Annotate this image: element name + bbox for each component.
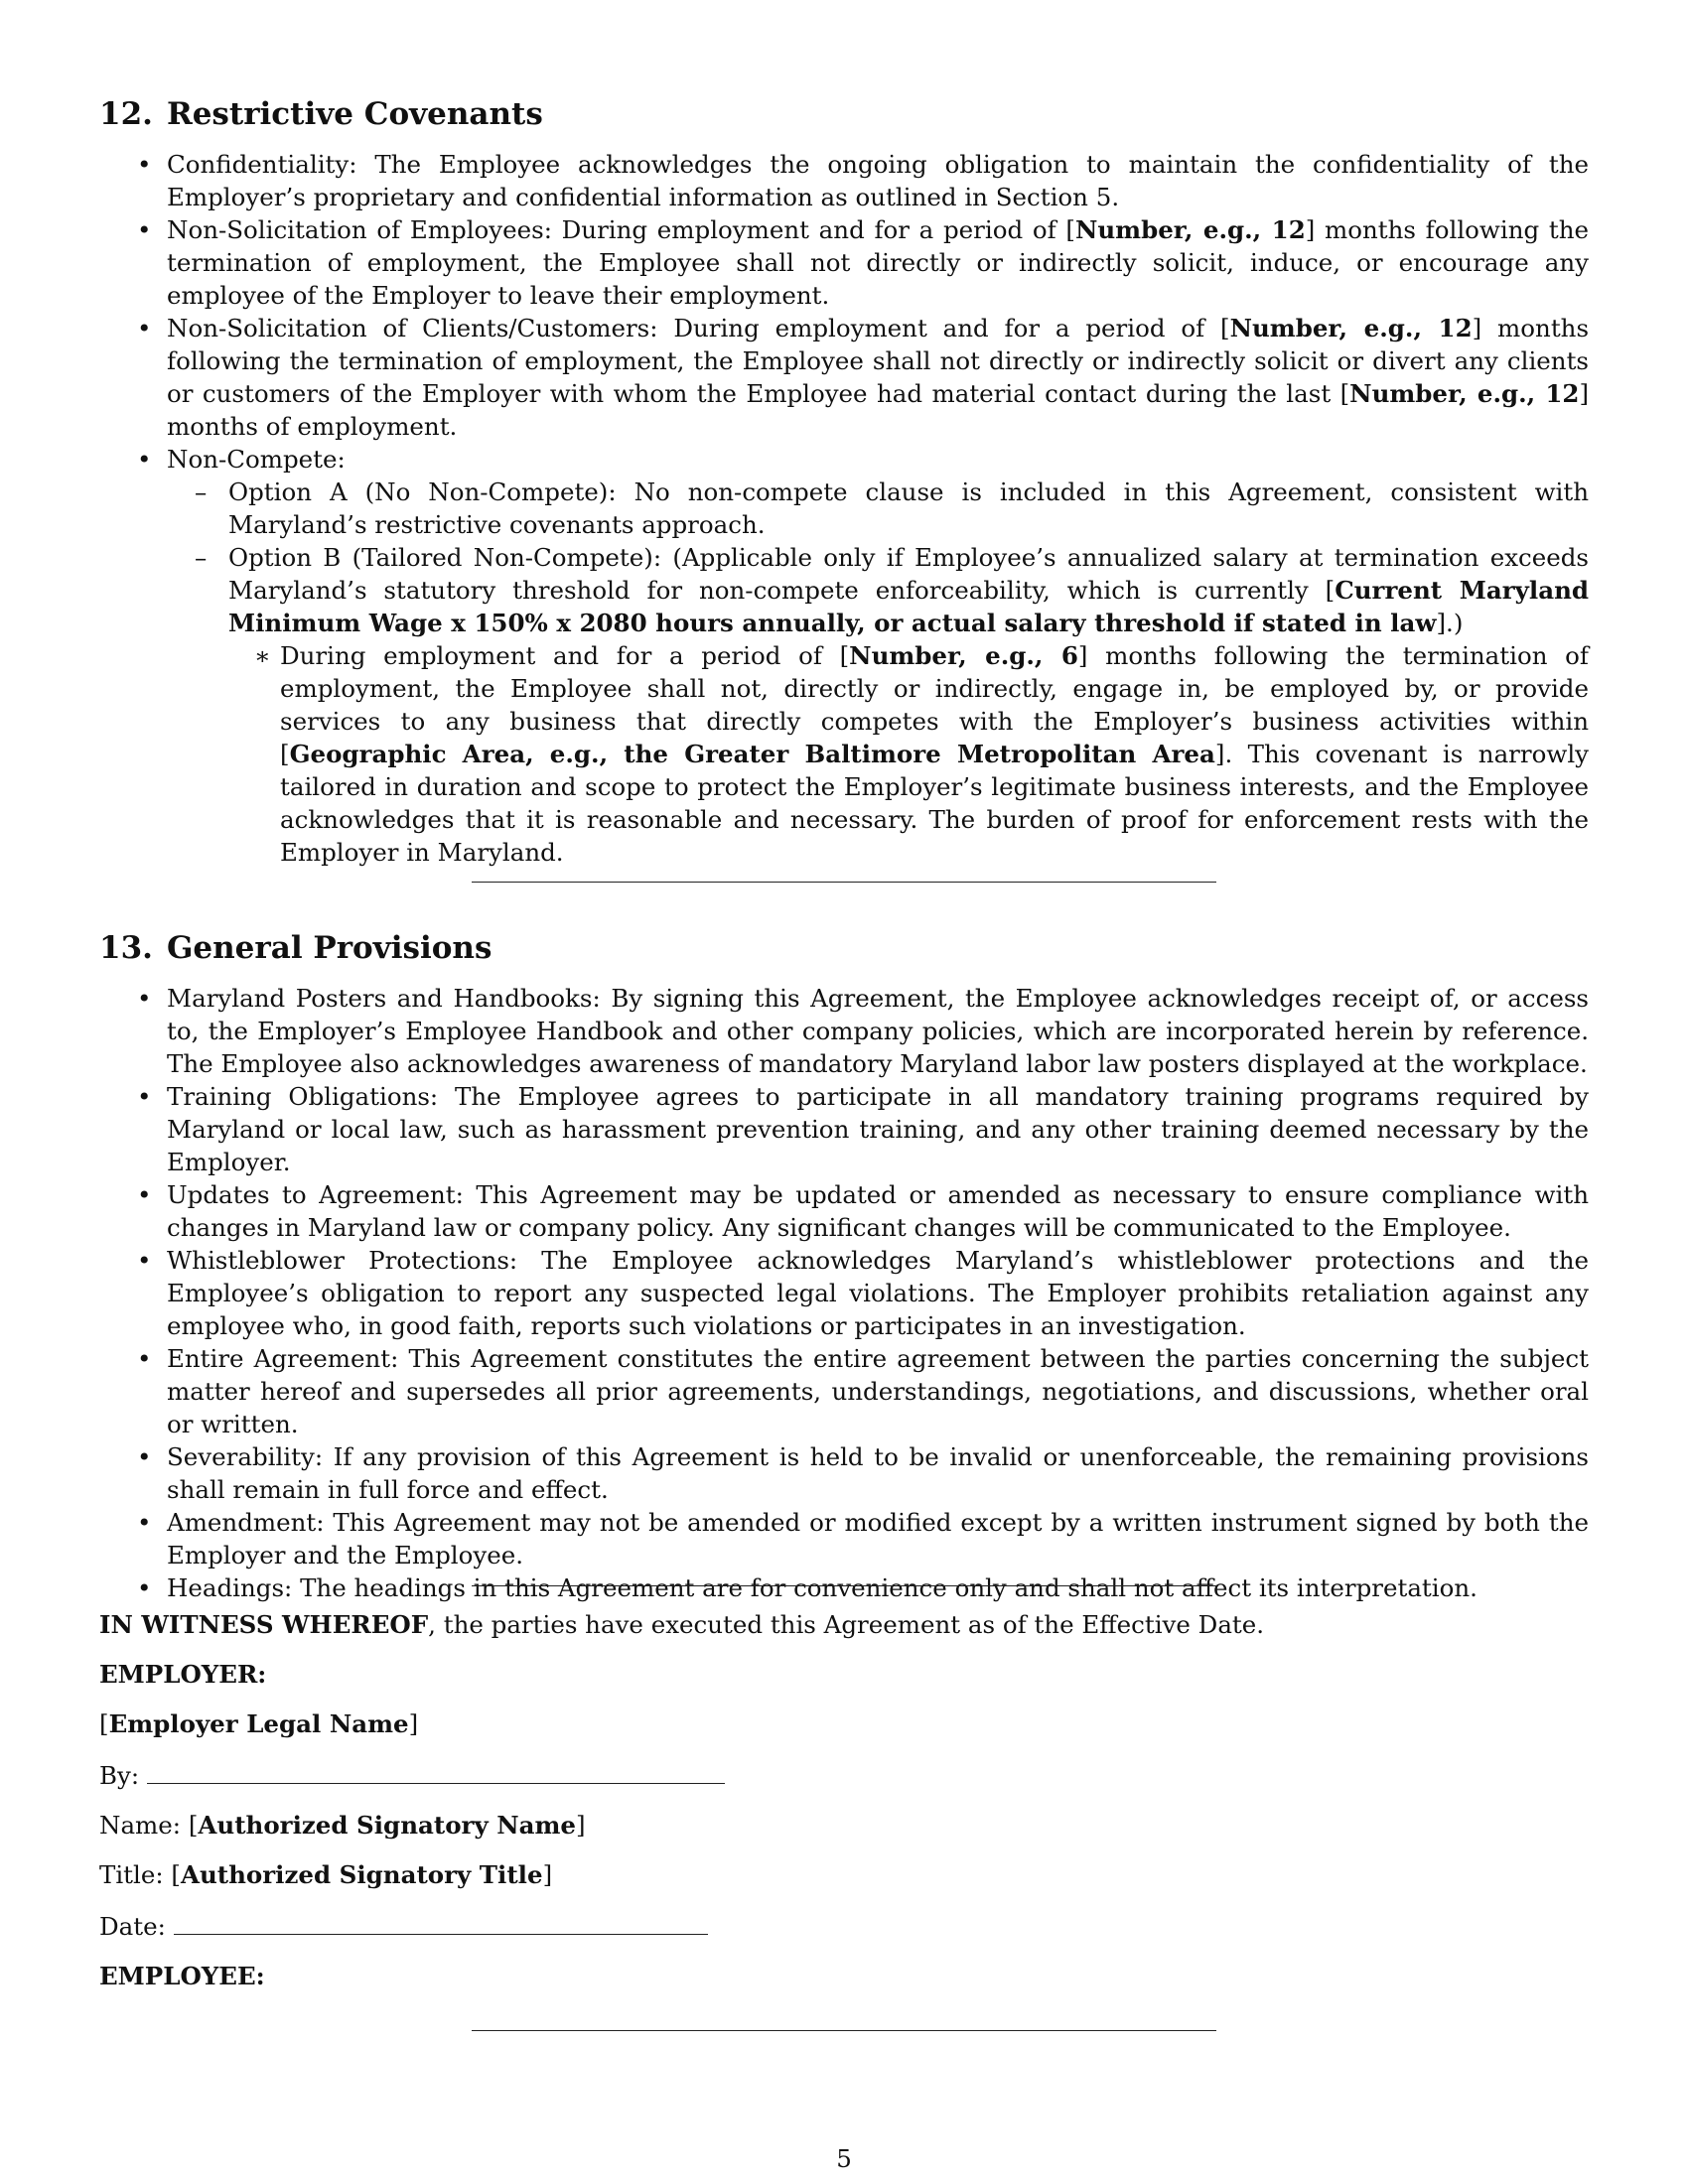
name-line: Name: [Authorized Signatory Name] xyxy=(99,1811,586,1840)
item-text: Option B (Tailored Non-Compete): (Applicable only if Employee’s annualized salary at termination exceeds Maryland’s statutory threshold for non-compete enforceability, which is currently [ xyxy=(228,543,1589,605)
list-item: • Amendment: This Agreement may not be amended or modified except by a written instrument signed by both the Employer and the Employee. xyxy=(99,1506,1589,1571)
employer-heading xyxy=(99,1658,1589,1691)
item-text: Confidentiality: The Employee acknowledges the ongoing obligation to maintain the confidentiality of the Employer’s proprietary and confidential information as outlined in Section 5. xyxy=(167,150,1589,211)
employee-heading-text: EMPLOYEE: xyxy=(99,1962,265,1990)
section-title: Restrictive Covenants xyxy=(166,96,543,132)
item-text: Non-Solicitation of Employees: During employment and for a period of [ xyxy=(167,215,1075,244)
list-item xyxy=(99,312,1589,443)
title-line: Title: [Authorized Signatory Title] xyxy=(99,1860,553,1889)
placeholder-field: Number, e.g., 12 xyxy=(1074,215,1306,244)
date-line xyxy=(99,1908,1589,1943)
title-label: Title: xyxy=(99,1860,164,1889)
item-text: ] months of employment. xyxy=(167,379,1590,441)
item-text: ]. This covenant is narrowly tailored in duration and scope to protect the Employer’s legitimate business interests, and the Employee acknowledges that it is reasonable and necessary. The burden of proof for enforcement rests with the Employer in Maryland. xyxy=(280,740,1589,867)
list-item xyxy=(99,148,1589,213)
bullet-list xyxy=(99,982,1589,1604)
item-text: ] months following the termination of employment, the Employee shall not directly or indirectly solicit, induce, or encourage any employee of the Employer to leave their employment. xyxy=(167,215,1590,310)
horizontal-divider xyxy=(472,1585,1216,1586)
placeholder-field: Authorized Signatory Name xyxy=(198,1811,576,1840)
name-label: Name: xyxy=(99,1811,182,1840)
horizontal-divider xyxy=(472,882,1216,883)
list-item xyxy=(228,639,1589,869)
list-item: • Training Obligations: The Employee agrees to participate in all mandatory training programs required by Maryland or local law, such as harassment prevention training, and any other training deemed necessary by the Employer. xyxy=(99,1080,1589,1178)
list-item: • Maryland Posters and Handbooks: By signing this Agreement, the Employee acknowledges receipt of, or access to, the Employer’s Employee Handbook and other company policies, which are incorporated herein by reference. The Employee also acknowledges awareness of mandatory Maryland labor law posters displayed at the workplace. xyxy=(99,982,1589,1080)
item-text: Option A (No Non-Compete): No non-compete clause is included in this Agreement, consistent with Maryland’s restrictive covenants approach. xyxy=(228,478,1589,539)
list-item: • Whistleblower Protections: The Employee acknowledges Maryland’s whistleblower protections and the Employee’s obligation to report any suspected legal violations. The Employer prohibits retaliation against any employee who, in good faith, reports such violations or participates in an investigation. xyxy=(99,1244,1589,1342)
witness-statement xyxy=(99,1608,1589,1641)
list-item xyxy=(99,443,1589,869)
section-heading xyxy=(99,928,1589,968)
by-label: By: xyxy=(99,1761,140,1790)
placeholder-field: Authorized Signatory Title xyxy=(180,1860,543,1889)
list-item xyxy=(167,476,1589,541)
list-item: • Entire Agreement: This Agreement constitutes the entire agreement between the parties concerning the subject matter hereof and supersedes all prior agreements, understandings, negotiations, and discussions, whether oral or written. xyxy=(99,1342,1589,1440)
sub-list xyxy=(167,476,1589,869)
signature-line[interactable] xyxy=(147,1757,725,1784)
signature-block xyxy=(99,1608,1589,2009)
placeholder-field: Geographic Area, e.g., the Greater Baltimore Metropolitan Area xyxy=(289,740,1215,768)
employee-heading xyxy=(99,1960,1589,1992)
placeholder-field: Current Maryland Minimum Wage x 150% x 2080 hours annually, or actual salary threshold if stated in law xyxy=(228,576,1590,637)
list-item xyxy=(99,213,1589,312)
list-item: • Severability: If any provision of this Agreement is held to be invalid or unenforceable, the remaining provisions shall remain in full force and effect. xyxy=(99,1440,1589,1506)
section-number: 13. xyxy=(99,930,153,966)
list-item: • Headings: The headings in this Agreement are for convenience only and shall not affect its interpretation. xyxy=(99,1571,1589,1604)
section-13 xyxy=(99,928,1589,1604)
horizontal-divider xyxy=(472,2030,1216,2031)
list-item: • Updates to Agreement: This Agreement may be updated or amended as necessary to ensure compliance with changes in Maryland law or company policy. Any significant changes will be communicated to the Employee. xyxy=(99,1178,1589,1244)
placeholder-field: Number, e.g., 6 xyxy=(849,641,1078,670)
page-number: 5 xyxy=(836,2144,852,2173)
employer-legal-name: [Employer Legal Name] xyxy=(99,1709,419,1738)
item-text: ].) xyxy=(1436,609,1464,637)
section-title: General Provisions xyxy=(166,930,492,966)
placeholder-field: Number, e.g., 12 xyxy=(1349,379,1580,408)
placeholder-field: Number, e.g., 12 xyxy=(1229,314,1473,342)
item-text: Non-Compete: xyxy=(167,445,346,474)
employer-heading-text: EMPLOYER: xyxy=(99,1660,267,1689)
section-heading xyxy=(99,94,1589,134)
section-12 xyxy=(99,94,1589,869)
witness-text: , the parties have executed this Agreement as of the Effective Date. xyxy=(428,1610,1265,1639)
item-text: ] months following the termination of employment, the Employee shall not directly or indirectly solicit or divert any clients or customers of the Employer with whom the Employee had material contact during the last [ xyxy=(167,314,1590,408)
date-label: Date: xyxy=(99,1912,166,1941)
by-line xyxy=(99,1757,1589,1792)
sub-sub-list xyxy=(228,639,1589,869)
list-item xyxy=(167,541,1589,869)
date-signature-line[interactable] xyxy=(174,1908,708,1935)
witness-lead: IN WITNESS WHEREOF xyxy=(99,1610,429,1639)
placeholder-field: Employer Legal Name xyxy=(108,1709,409,1738)
bullet-list xyxy=(99,148,1589,869)
item-text: During employment and for a period of [ xyxy=(280,641,850,670)
item-text: Non-Solicitation of Clients/Customers: During employment and for a period of [ xyxy=(167,314,1230,342)
item-text: ] months following the termination of employment, the Employee shall not, directly or indirectly, engage in, be employed by, or provide services to any business that directly competes with the Employer’s business activities within [ xyxy=(280,641,1589,768)
section-number: 12. xyxy=(99,96,153,132)
